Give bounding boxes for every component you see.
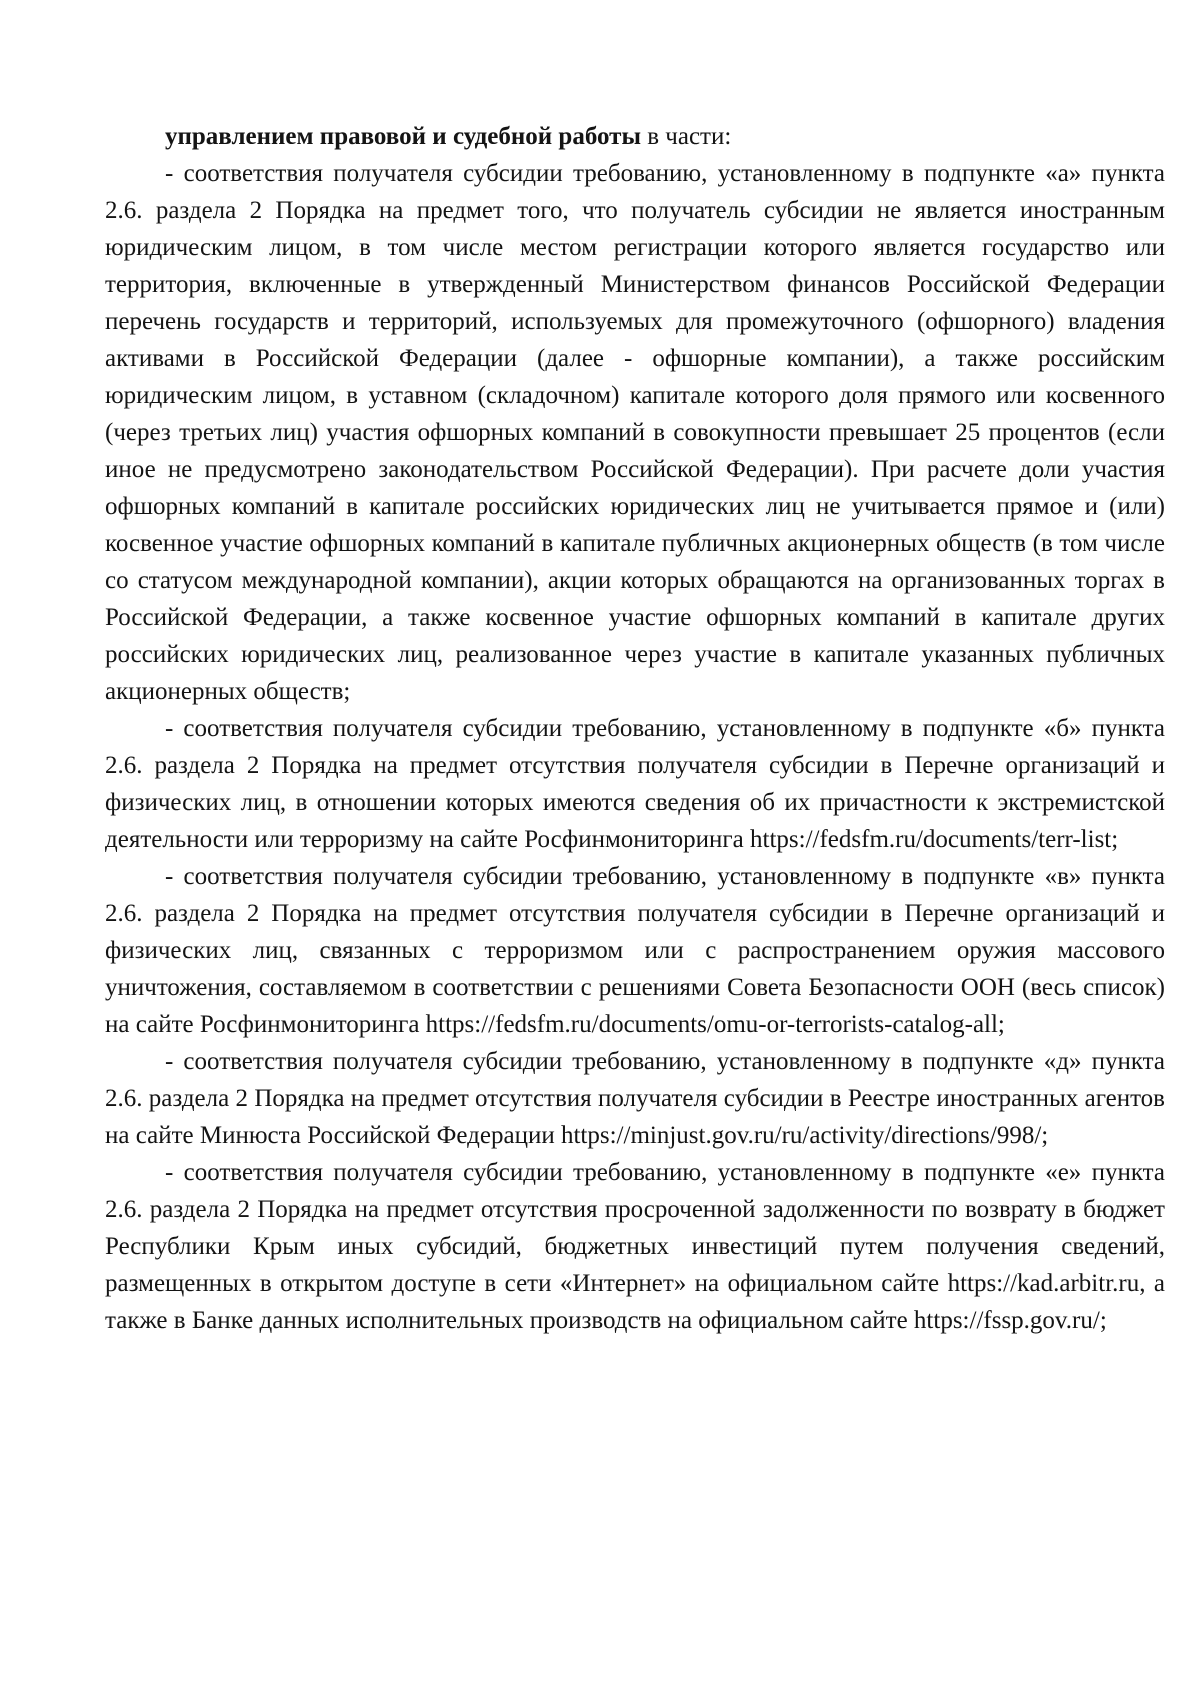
paragraph-foreign-agents: - соответствия получателя субсидии требованию, установленному в подпункте «д» пункта 2.6. раздела 2 Порядка на предмет отсутствия получателя субсидии в Реестре иностранных агентов на сайте Минюста Российской Федерации https://minjust.gov.ru/ru/activity/directions/998/;: [105, 1048, 1165, 1149]
heading-rest-text: в части:: [640, 123, 732, 150]
paragraph-un-list: - соответствия получателя субсидии требованию, установленному в подпункте «в» пункта 2.6. раздела 2 Порядка на предмет отсутствия получателя субсидии в Перечне организаций и физических лиц, связанных с терроризмом или с распространением оружия массового уничтожения, составляемом в соответствии с решениями Совета Безопасности ООН (весь список) на сайте Росфинмониторинга https://fedsfm.ru/documents/omu-or-terrorists-catalog-all;: [105, 863, 1165, 1038]
paragraph-extremism-list: - соответствия получателя субсидии требованию, установленному в подпункте «б» пункта 2.6. раздела 2 Порядка на предмет отсутствия получателя субсидии в Перечне организаций и физических лиц, в отношении которых имеются сведения об их причастности к экстремистской деятельности или терроризму на сайте Росфинмониторинга https://fedsfm.ru/documents/terr-list;: [105, 715, 1165, 853]
heading-bold-text: управлением правовой и судебной работы: [165, 123, 641, 150]
paragraph-debt: - соответствия получателя субсидии требованию, установленному в подпункте «е» пункта 2.6. раздела 2 Порядка на предмет отсутствия просроченной задолженности по возврату в бюджет Республики Крым иных субсидий, бюджетных инвестиций путем получения сведений, размещенных в открытом доступе в сети «Интернет» на официальном сайте https://kad.arbitr.ru, а также в Банке данных исполнительных производств на официальном сайте https://fssp.gov.ru/;: [105, 1159, 1165, 1334]
paragraph-offshore: - соответствия получателя субсидии требованию, установленному в подпункте «а» пункта 2.6. раздела 2 Порядка на предмет того, что получатель субсидии не является иностранным юридическим лицом, в том числе местом регистрации которого является государство или территория, включенные в утвержденный Министерством финансов Российской Федерации перечень государств и территорий, используемых для промежуточного (офшорного) владения активами в Российской Федерации (далее - офшорные компании), а также российским юридическим лицом, в уставном (складочном) капитале которого доля прямого или косвенного (через третьих лиц) участия офшорных компаний в совокупности превышает 25 процентов (если иное не предусмотрено законодательством Российской Федерации). При расчете доли участия офшорных компаний в капитале российских юридических лиц не учитывается прямое и (или) косвенное участие офшорных компаний в капитале публичных акционерных обществ (в том числе со статусом международной компании), акции которых обращаются на организованных торгах в Российской Федерации, а также косвенное участие офшорных компаний в капитале других российских юридических лиц, реализованное через участие в капитале указанных публичных акционерных обществ;: [105, 160, 1165, 705]
document-body: [105, 118, 1165, 1339]
heading-paragraph: [105, 118, 1165, 155]
